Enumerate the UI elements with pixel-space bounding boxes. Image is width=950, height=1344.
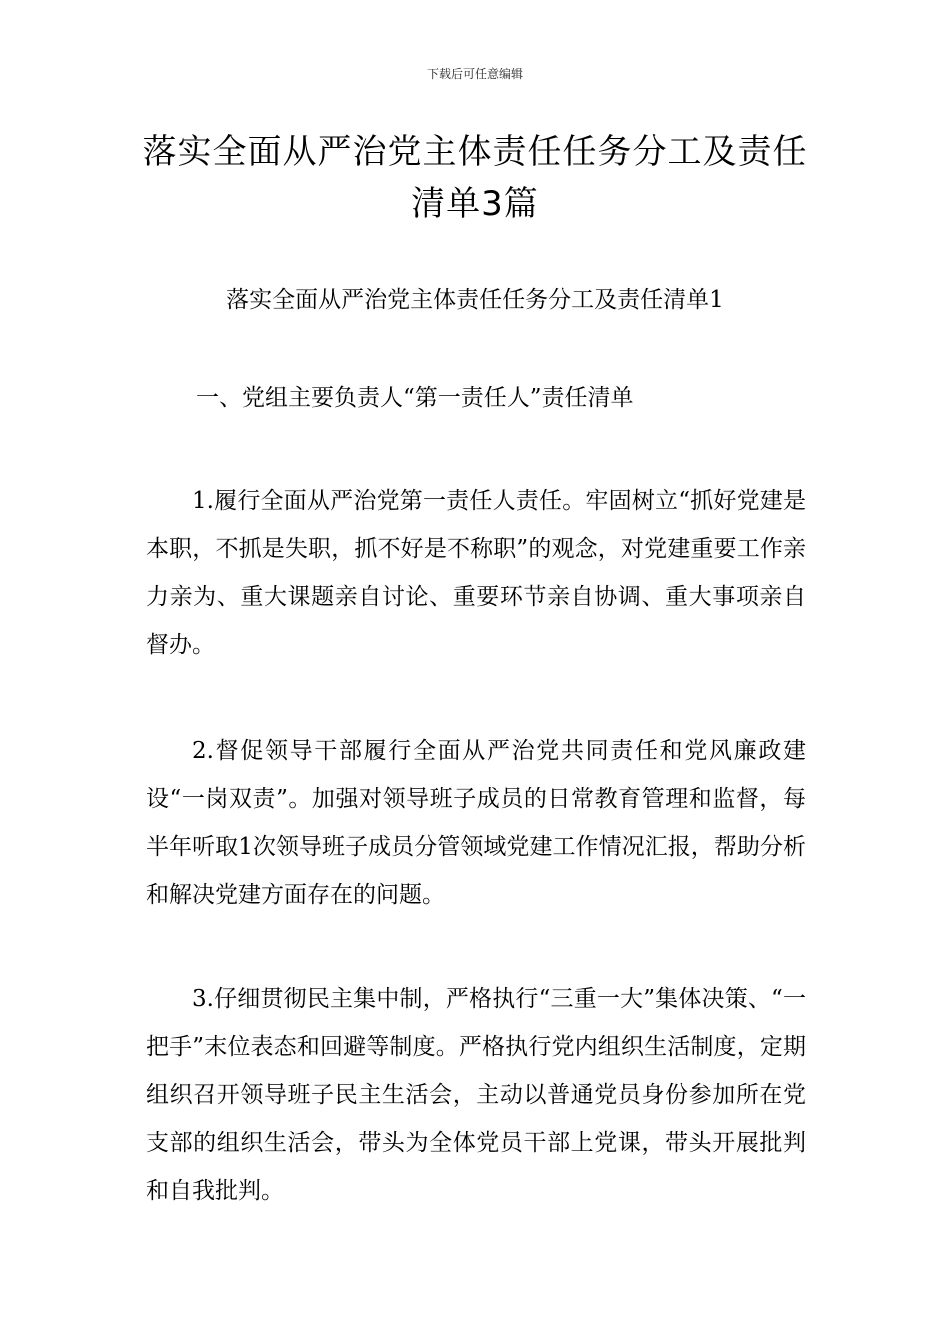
paragraph-3: 3.仔细贯彻民主集中制，严格执行“三重一大”集体决策、“一把手”末位表态和回避等制度。严格执行党内组织生活制度，定期组织召开领导班子民主生活会，主动以普通党员身份参加所在党支部的组织生活会，带头为全体党员干部上党课，带头开展批判和自我批判。 (146, 986, 806, 1204)
section-heading: 一、党组主要负责人“第一责任人”责任清单 (196, 385, 634, 411)
paragraph-1: 1.履行全面从严治党第一责任人责任。牢固树立“抓好党建是本职，不抓是失职，抓不好是不称职”的观念，对党建重要工作亲力亲为、重大课题亲自讨论、重要环节亲自协调、重大事项亲自督办。 (146, 488, 806, 658)
document-subtitle: 落实全面从严治党主体责任任务分工及责任清单1 (226, 287, 724, 313)
paragraph-2: 2.督促领导干部履行全面从严治党共同责任和党风廉政建设“一岗双责”。加强对领导班子成员的日常教育管理和监督，每半年听取1次领导班子成员分管领域党建工作情况汇报，帮助分析和解决党建方面存在的问题。 (146, 738, 806, 908)
document-title: 落实全面从严治党主体责任任务分工及责任清单3篇 (142, 132, 808, 224)
header-note: 下载后可任意编辑 (426, 67, 523, 81)
